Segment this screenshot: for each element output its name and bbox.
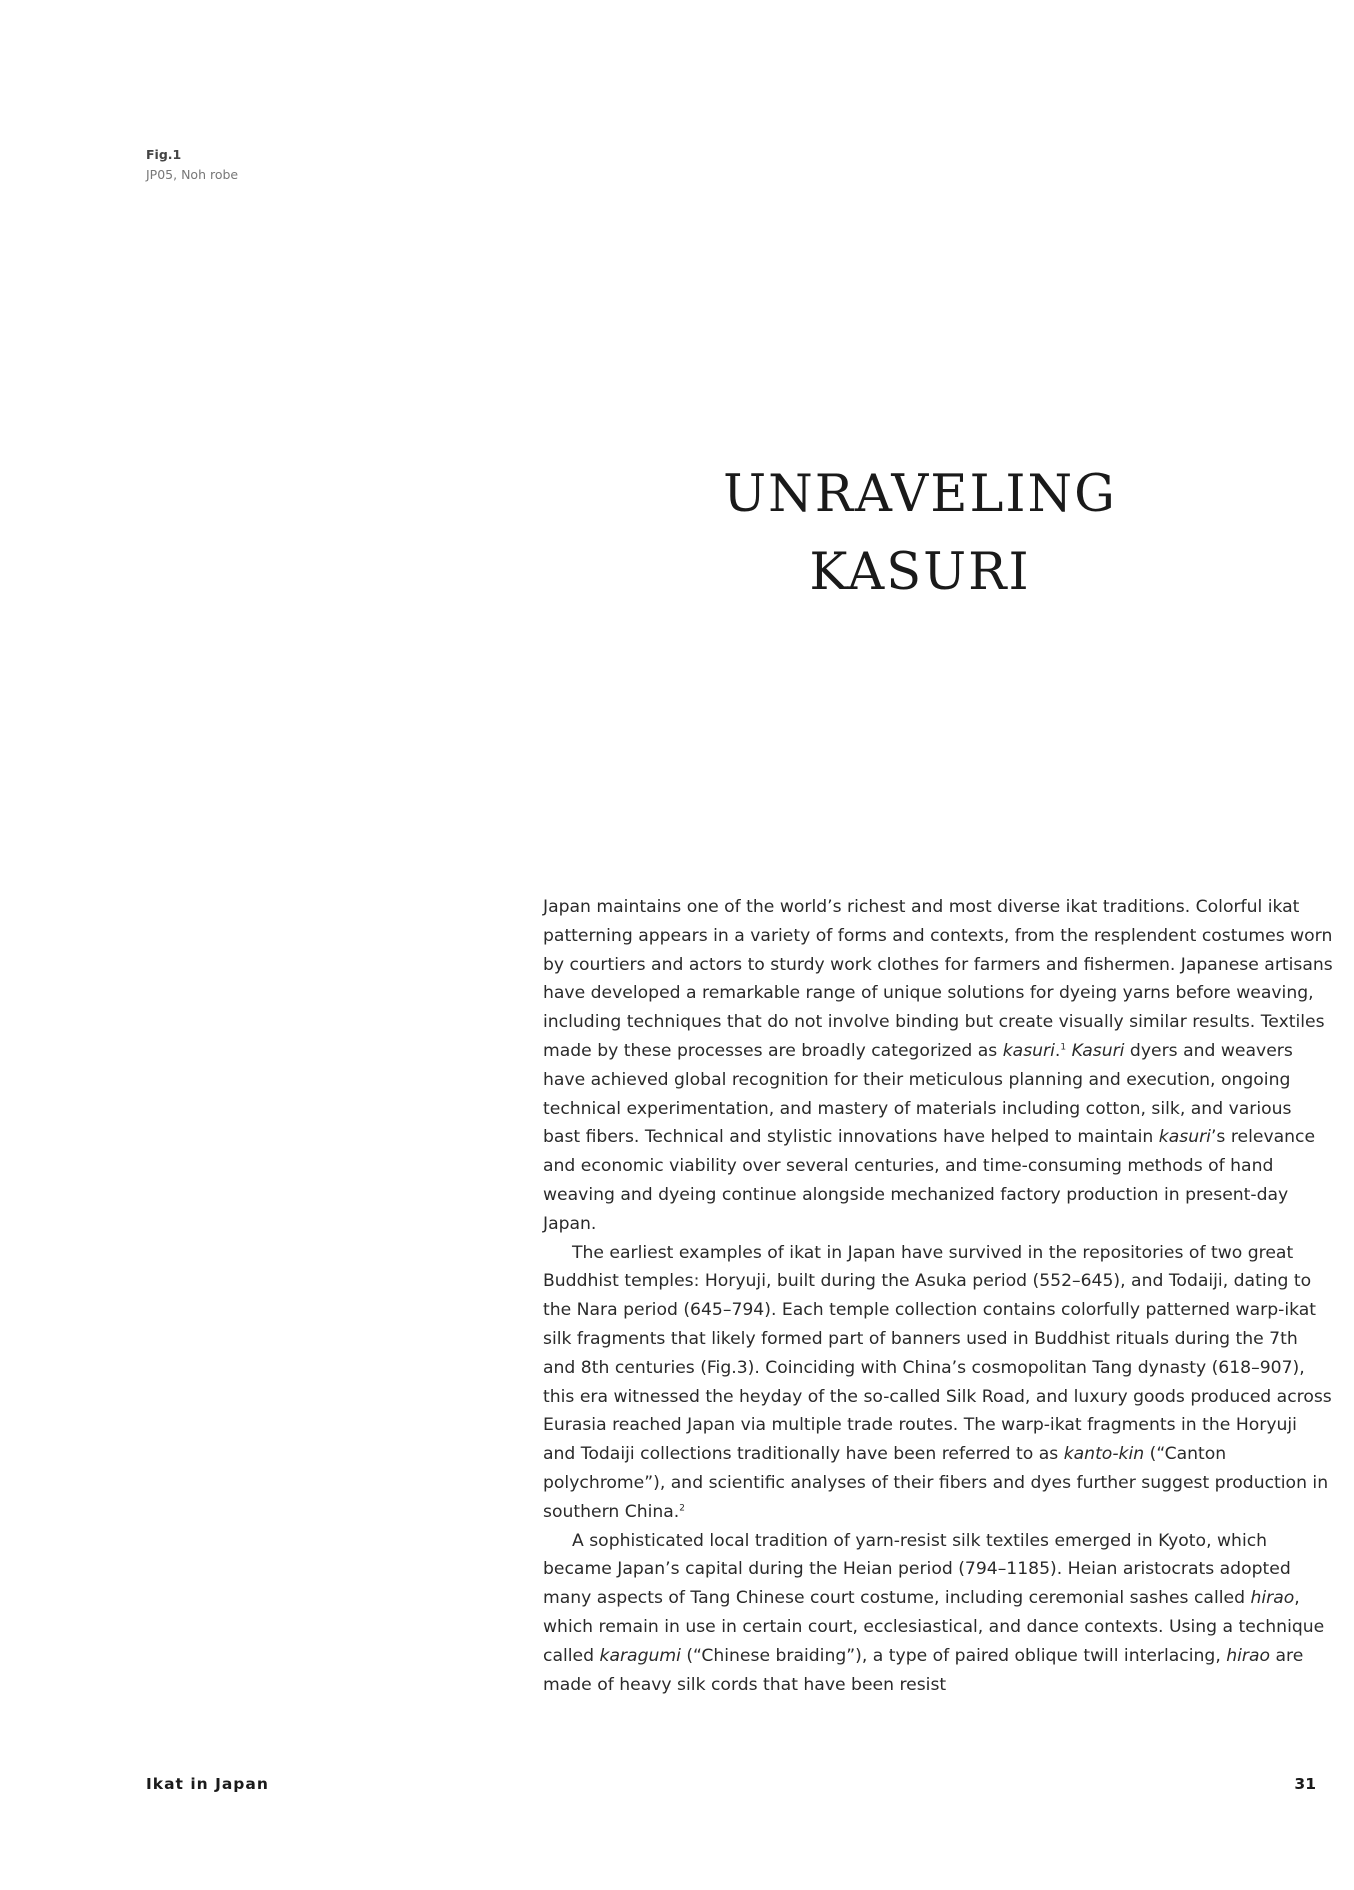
- footnote-ref: 2: [679, 1503, 685, 1513]
- figure-caption: [146, 145, 238, 185]
- footnote-ref: 1: [1060, 1042, 1067, 1053]
- text-run: .: [1054, 1040, 1061, 1061]
- italic-term: karagumi: [599, 1645, 681, 1666]
- italic-term: hirao: [1250, 1588, 1295, 1609]
- text-run: ’s relevance and economic viability over several centuries, and time-consuming methods of hand weaving and dyeing continue alongside mechanized factory production in present-day Japan.: [543, 1127, 1316, 1234]
- text-run: The earliest examples of ikat in Japan have survived in the repositories of two great Buddhist temples: Horyuji, built during the Asuka period (552–645), and Todaiji, dating to the Nara period (645–794). Each temple collection contains colorfully patterned warp-ikat silk fragments that likely formed part of banners used in Buddhist rituals during the 7th and 8th centuries (Fig.3). Coinciding with China’s cosmopolitan Tang dynasty (618–907), this era witnessed the heyday of the so-called Silk Road, and luxury goods produced across Eurasia reached Japan via multiple trade routes. The warp-ikat fragments in the Horyuji and Todaiji collections traditionally have been referred to as: [543, 1242, 1332, 1465]
- text-run: (“Canton polychrome”), and scientific analyses of their fibers and dyes further suggest production in southern China.: [543, 1444, 1329, 1522]
- figure-description: JP05, Noh robe: [146, 167, 239, 182]
- italic-term: hirao: [1226, 1645, 1271, 1666]
- italic-term: kanto-kin: [1063, 1444, 1145, 1465]
- text-run: are made of heavy silk cords that have been resist: [543, 1645, 1304, 1695]
- italic-term: kasuri: [1158, 1127, 1211, 1148]
- chapter-title-line-1: UNRAVELING: [723, 465, 1117, 524]
- italic-term: kasuri: [1002, 1040, 1055, 1061]
- italic-term: Kasuri: [1071, 1040, 1125, 1061]
- chapter-title-line-2: KASURI: [809, 543, 1031, 602]
- paragraph-3: [543, 1527, 1333, 1700]
- text-run: dyers and weavers have achieved global recognition for their meticulous planning and execution, ongoing technical experimentation, and mastery of materials including cotton, silk, and various bast fibers. Technical and stylistic innovations have helped to maintain: [543, 1040, 1293, 1148]
- body-text: [543, 893, 1333, 1699]
- figure-label: Fig.1: [146, 147, 182, 162]
- text-run: Japan maintains one of the world’s richest and most diverse ikat traditions. Colorful ikat patterning appears in a variety of forms and contexts, from the resplendent costumes worn by courtiers and actors to sturdy work clothes for farmers and fishermen. Japanese artisans have developed a remarkable range of unique solutions for dyeing yarns before weaving, including techniques that do not involve binding but create visually similar results. Textiles made by these processes are broadly categorized as: [543, 897, 1333, 1061]
- text-run: A sophisticated local tradition of yarn-resist silk textiles emerged in Kyoto, which became Japan’s capital during the Heian period (794–1185). Heian aristocrats adopted many aspects of Tang Chinese court costume, including ceremonial sashes called: [543, 1530, 1291, 1609]
- text-run: (“Chinese braiding”), a type of paired oblique twill interlacing,: [680, 1645, 1227, 1666]
- chapter-title: [620, 456, 1220, 612]
- paragraph-1: [543, 893, 1333, 1239]
- page-number: 31: [1294, 1775, 1316, 1793]
- text-run: , which remain in use in certain court, ecclesiastical, and dance contexts. Using a technique called: [543, 1588, 1325, 1666]
- running-footer-title: Ikat in Japan: [146, 1775, 269, 1793]
- paragraph-2: [543, 1239, 1333, 1527]
